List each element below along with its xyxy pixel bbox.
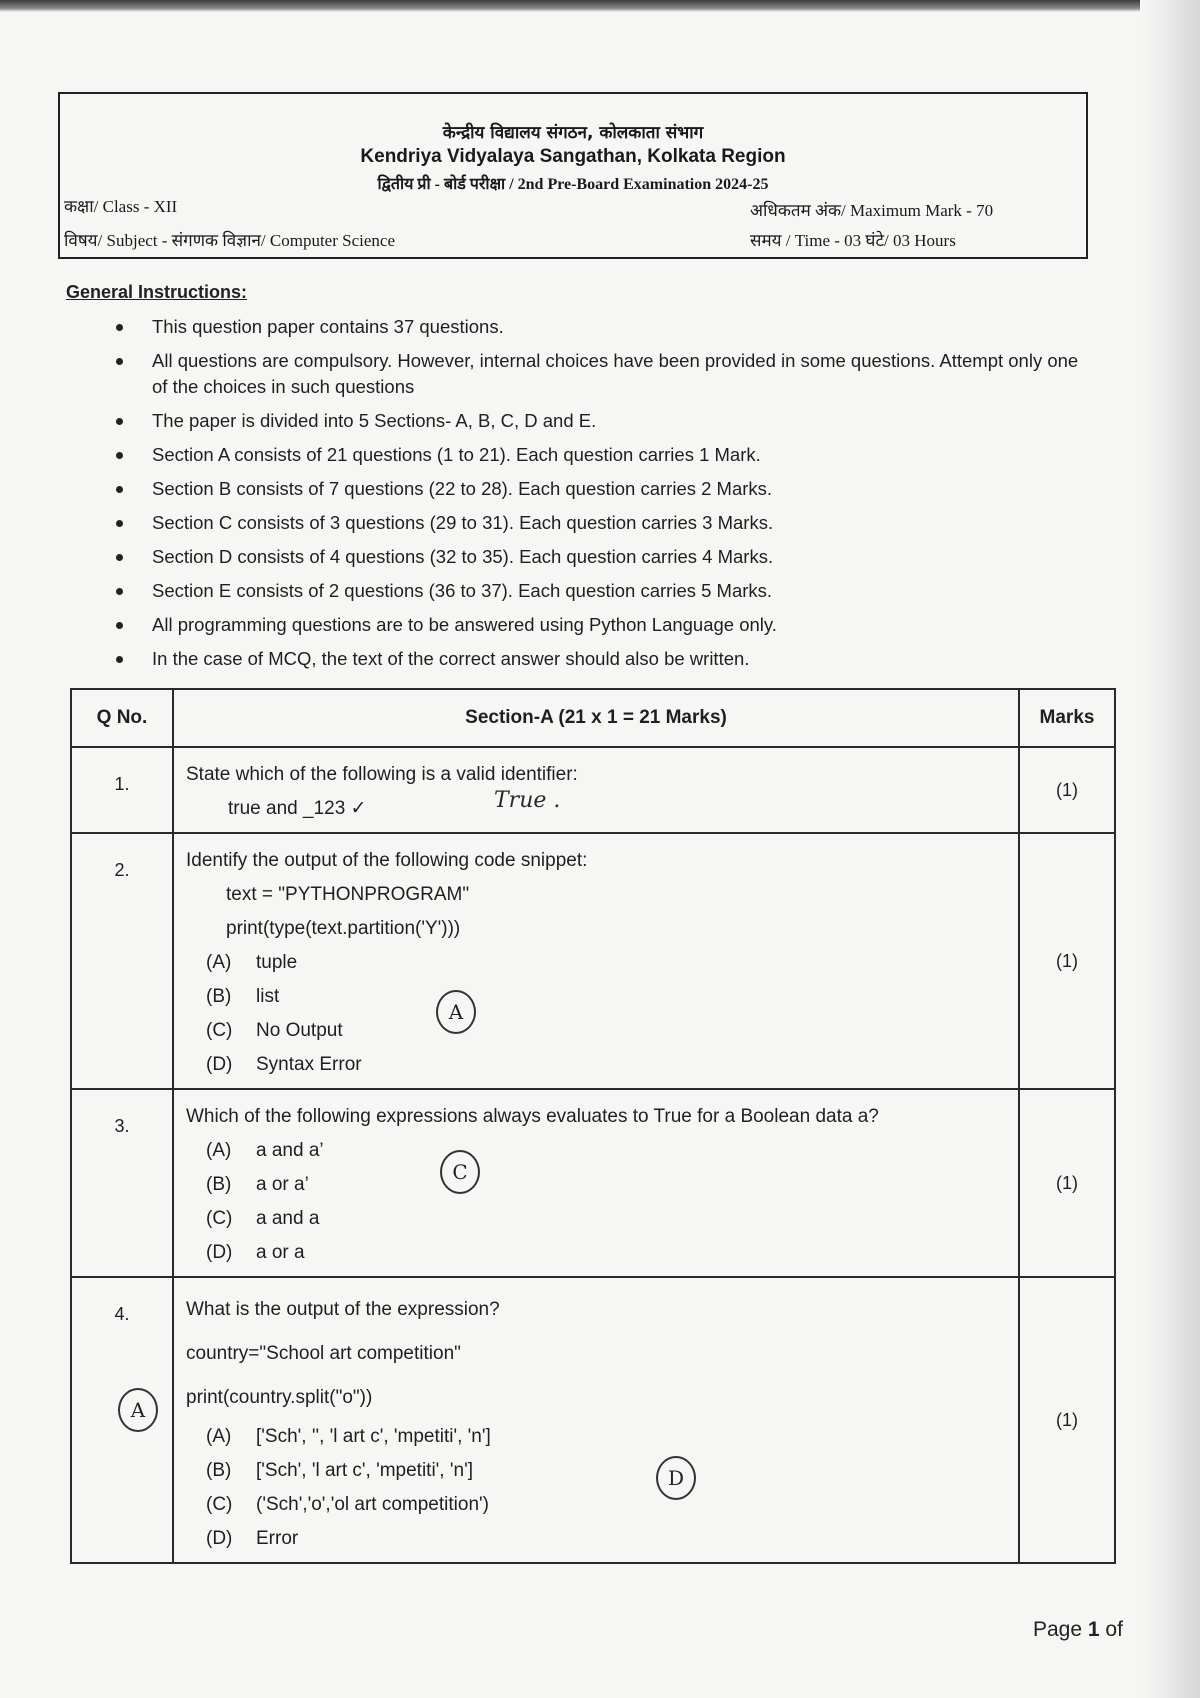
table-header-row — [71, 689, 1115, 747]
question-number: 4. A — [71, 1277, 173, 1563]
question-body — [173, 1277, 1019, 1563]
scan-right-edge — [1140, 0, 1200, 1698]
col-header-qno: Q No. — [71, 689, 173, 747]
code-line: country="School art competition" — [186, 1343, 461, 1364]
option-b: (B) ['Sch', 'l art c', 'mpetiti', 'n'] — [206, 1460, 473, 1481]
circled-answer: A — [436, 990, 476, 1034]
question-line: true and _123 ✓ — [228, 798, 367, 819]
max-marks-label: अधिकतम अंक/ Maximum Mark - 70 — [750, 201, 994, 220]
option-c: (C) a and a — [206, 1208, 320, 1229]
instruction-item: In the case of MCQ, the text of the correct answer should also be written. — [116, 646, 1096, 672]
handwritten-answer: True . — [494, 788, 561, 813]
instruction-item: This question paper contains 37 questions. — [116, 314, 1096, 340]
instruction-item: Section D consists of 4 questions (32 to 35). Each question carries 4 Marks. — [116, 544, 1096, 570]
option-b: (B) a or a’ — [206, 1174, 309, 1195]
circled-answer-left: A — [118, 1388, 158, 1432]
instruction-item: All questions are compulsory. However, internal choices have been provided in some questions. Attempt only one of the choices in such questions — [116, 348, 1096, 400]
question-text: State which of the following is a valid identifier: — [186, 764, 578, 785]
instruction-item: Section E consists of 2 questions (36 to 37). Each question carries 5 Marks. — [116, 578, 1096, 604]
instructions-title: General Instructions: — [66, 282, 248, 302]
bullet-icon — [116, 486, 123, 493]
bullet-icon — [116, 324, 123, 331]
question-marks: (1) — [1019, 747, 1115, 833]
questions-table — [70, 688, 1116, 1564]
bullet-icon — [116, 622, 123, 629]
question-body — [173, 747, 1019, 833]
option-d: (D) Error — [206, 1528, 299, 1549]
question-row-4 — [71, 1277, 1115, 1563]
question-text: Which of the following expressions always evaluates to True for a Boolean data a? — [186, 1106, 879, 1127]
org-name-english: Kendriya Vidyalaya Sangathan, Kolkata Region — [360, 146, 786, 167]
instruction-item: Section A consists of 21 questions (1 to 21). Each question carries 1 Mark. — [116, 442, 1096, 468]
question-body — [173, 1089, 1019, 1277]
check-mark-icon: ✓ — [350, 798, 367, 819]
instruction-item: All programming questions are to be answered using Python Language only. — [116, 612, 1096, 638]
bullet-icon — [116, 418, 123, 425]
question-body — [173, 833, 1019, 1089]
circled-answer: C — [440, 1150, 480, 1194]
option-a: (A) ['Sch', '', 'l art c', 'mpetiti', 'n'] — [206, 1426, 491, 1447]
question-text: What is the output of the expression? — [186, 1299, 500, 1320]
circled-answer-right: D — [656, 1456, 696, 1500]
code-line: print(type(text.partition('Y'))) — [226, 918, 461, 939]
question-marks: (1) — [1019, 1089, 1115, 1277]
bullet-icon — [116, 656, 123, 663]
question-text: Identify the output of the following code snippet: — [186, 850, 588, 871]
option-a: (A) tuple — [206, 952, 298, 973]
instruction-item: Section C consists of 3 questions (29 to 31). Each question carries 3 Marks. — [116, 510, 1096, 536]
subject-label: विषय/ Subject - संगणक विज्ञान/ Computer Science — [64, 231, 395, 250]
page-footer: Page 1 of — [1033, 1618, 1123, 1641]
bullet-icon — [116, 520, 123, 527]
exam-title: द्वितीय प्री - बोर्ड परीक्षा / 2nd Pre-Board Examination 2024-25 — [377, 176, 769, 193]
instructions-list — [116, 314, 1096, 680]
code-line: text = "PYTHONPROGRAM" — [226, 884, 470, 905]
instruction-item: The paper is divided into 5 Sections- A, B, C, D and E. — [116, 408, 1096, 434]
bullet-icon — [116, 358, 123, 365]
question-row-3 — [71, 1089, 1115, 1277]
question-marks: (1) — [1019, 1277, 1115, 1563]
col-header-marks: Marks — [1019, 689, 1115, 747]
option-d: (D) Syntax Error — [206, 1054, 362, 1075]
question-number: 3. — [71, 1089, 173, 1277]
question-number: 2. — [71, 833, 173, 1089]
option-a: (A) a and a’ — [206, 1140, 324, 1161]
option-c: (C) ('Sch','o','ol art competition') — [206, 1494, 489, 1515]
option-d: (D) a or a — [206, 1242, 305, 1263]
bullet-icon — [116, 452, 123, 459]
question-number: 1. — [71, 747, 173, 833]
scan-top-edge — [0, 0, 1200, 12]
class-label: कक्षा/ Class - XII — [64, 197, 178, 216]
question-marks: (1) — [1019, 833, 1115, 1089]
org-name-hindi: केन्द्रीय विद्यालय संगठन, कोलकाता संभाग — [442, 123, 704, 143]
bullet-icon — [116, 554, 123, 561]
time-label: समय / Time - 03 घंटे/ 03 Hours — [750, 231, 956, 250]
option-b: (B) list — [206, 986, 280, 1007]
question-row-2 — [71, 833, 1115, 1089]
code-line: print(country.split("o")) — [186, 1387, 373, 1408]
option-c: (C) No Output — [206, 1020, 343, 1041]
question-row-1 — [71, 747, 1115, 833]
section-title: Section-A (21 x 1 = 21 Marks) — [173, 689, 1019, 747]
instruction-item: Section B consists of 7 questions (22 to 28). Each question carries 2 Marks. — [116, 476, 1096, 502]
bullet-icon — [116, 588, 123, 595]
exam-header-box — [58, 92, 1088, 259]
